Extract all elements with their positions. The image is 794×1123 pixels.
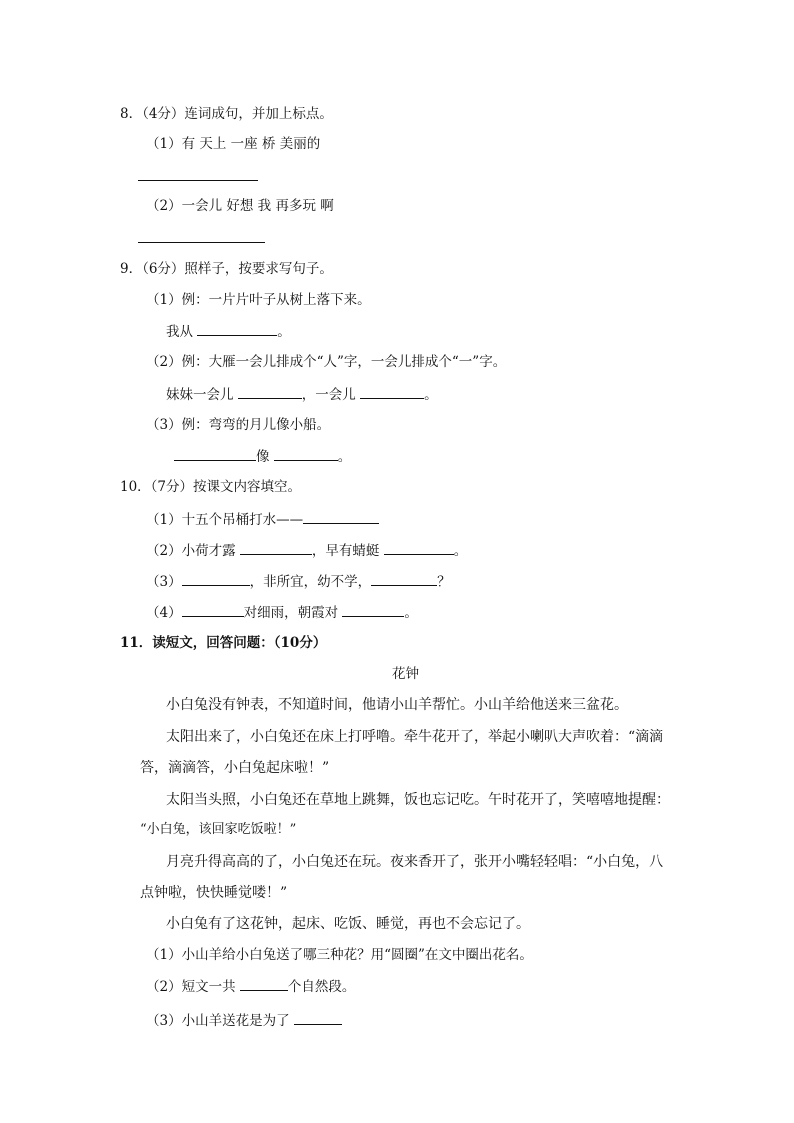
q9-item-3: （3）例：弯弯的月儿像小船。 (146, 417, 331, 433)
q10-item-2 (146, 540, 467, 561)
passage-paragraph-3-line-2: “小白兔，该回家吃饭啦！” (140, 822, 297, 837)
q9-blank-1[interactable] (197, 321, 277, 336)
q9-item-1-fill (166, 321, 291, 342)
q10-blank-2b[interactable] (384, 540, 454, 555)
q10-blank-3b[interactable] (371, 571, 437, 586)
q10-item-2-a: （2）小荷才露 (146, 543, 240, 559)
q10-item-3-end: ？ (437, 574, 451, 590)
q9-item-1-prefix: 我从 (166, 324, 198, 340)
passage-paragraph-2-line-2: 答，滴滴答，小白兔起床啦！” (140, 760, 330, 776)
q10-item-3-b: ，非所宜，幼不学， (249, 574, 372, 590)
passage-paragraph-4-line-2: 点钟啦，快快睡觉喽！” (140, 885, 288, 901)
q11-sub-2 (146, 976, 355, 997)
q9-item-2-a: 妹妹一会儿 (166, 387, 238, 403)
passage-paragraph-5: 小白兔有了这花钟，起床、吃饭、睡觉，再也不会忘记了。 (166, 916, 530, 932)
q10-item-2-end: 。 (453, 543, 468, 559)
q11-sub-2-b: 个自然段。 (287, 979, 356, 995)
q9-item-3-mid: 像 (256, 449, 274, 465)
q9-item-1: （1）例：一片片叶子从树上落下来。 (146, 292, 371, 308)
q11-sub-1: （1）小山羊给小白兔送了哪三种花？用“圆圈”在文中圈出花名。 (146, 947, 533, 963)
q10-item-2-b: ，早有蜻蜓 (311, 543, 384, 559)
q10-item-4 (146, 602, 418, 623)
q8-title: 8．（4分）连词成句，并加上标点。 (120, 106, 333, 122)
q10-blank-3a[interactable] (182, 571, 250, 586)
q11-blank-2[interactable] (240, 976, 288, 991)
q9-item-3-end: 。 (337, 449, 352, 465)
q10-blank-2a[interactable] (240, 540, 312, 555)
q10-blank-4b[interactable] (342, 602, 404, 617)
passage-paragraph-2-line-1: 太阳出来了，小白兔还在床上打呼噜。牵牛花开了，举起小喇叭大声吹着：“滴滴 (166, 729, 664, 745)
q8-item-2: （2）一会儿 好想 我 再多玩 啊 (146, 198, 334, 214)
q9-item-2-end: 。 (424, 387, 438, 403)
q9-title: 9．（6分）照样子，按要求写句子。 (120, 261, 333, 277)
q11-title: 11．读短文，回答问题：（10分） (120, 635, 327, 651)
q8-item-1: （1）有 天上 一座 桥 美丽的 (146, 136, 321, 152)
q10-item-3 (146, 571, 451, 592)
q8-answer-line-1[interactable] (138, 180, 258, 181)
q9-item-2-fill (166, 384, 438, 405)
q10-item-1-text: （1）十五个吊桶打水—— (146, 512, 304, 528)
q11-blank-3[interactable] (294, 1010, 342, 1025)
q10-item-4-a: （4） (146, 605, 182, 621)
q9-blank-2a[interactable] (238, 384, 302, 399)
q9-blank-3b[interactable] (274, 446, 338, 461)
q10-blank-4a[interactable] (182, 602, 244, 617)
q10-blank-1[interactable] (303, 509, 379, 524)
q8-answer-line-2[interactable] (138, 242, 265, 243)
q10-item-1 (146, 509, 379, 530)
q9-item-2: （2）例：大雁一会儿排成个“人”字，一会儿排成个“一”字。 (146, 354, 507, 370)
q10-item-4-b: 对细雨，朝霞对 (243, 605, 343, 621)
passage-paragraph-4-line-1: 月亮升得高高的了，小白兔还在玩。夜来香开了，张开小嘴轻轻唱：“小白兔，八 (166, 854, 664, 870)
q9-blank-2b[interactable] (360, 384, 424, 399)
q11-sub-2-a: （2）短文一共 (146, 979, 240, 995)
q10-item-3-a: （3） (146, 574, 182, 590)
q9-item-1-end: 。 (277, 324, 291, 340)
passage-title: 花钟 (392, 666, 419, 682)
q10-title: 10．（7分）按课文内容填空。 (120, 479, 302, 495)
q11-sub-3 (146, 1010, 342, 1031)
q9-blank-3a[interactable] (174, 446, 256, 461)
q10-item-4-end: 。 (404, 605, 418, 621)
passage-paragraph-3-line-1: 太阳当头照，小白兔还在草地上跳舞，饭也忘记吃。午时花开了，笑嘻嘻地提醒： (166, 792, 670, 808)
q11-sub-3-text: （3）小山羊送花是为了 (146, 1013, 294, 1029)
passage-paragraph-1: 小白兔没有钟表，不知道时间，他请小山羊帮忙。小山羊给他送来三盆花。 (166, 697, 628, 713)
q9-item-2-b: ，一会儿 (301, 387, 361, 403)
q9-item-3-fill (174, 446, 351, 467)
